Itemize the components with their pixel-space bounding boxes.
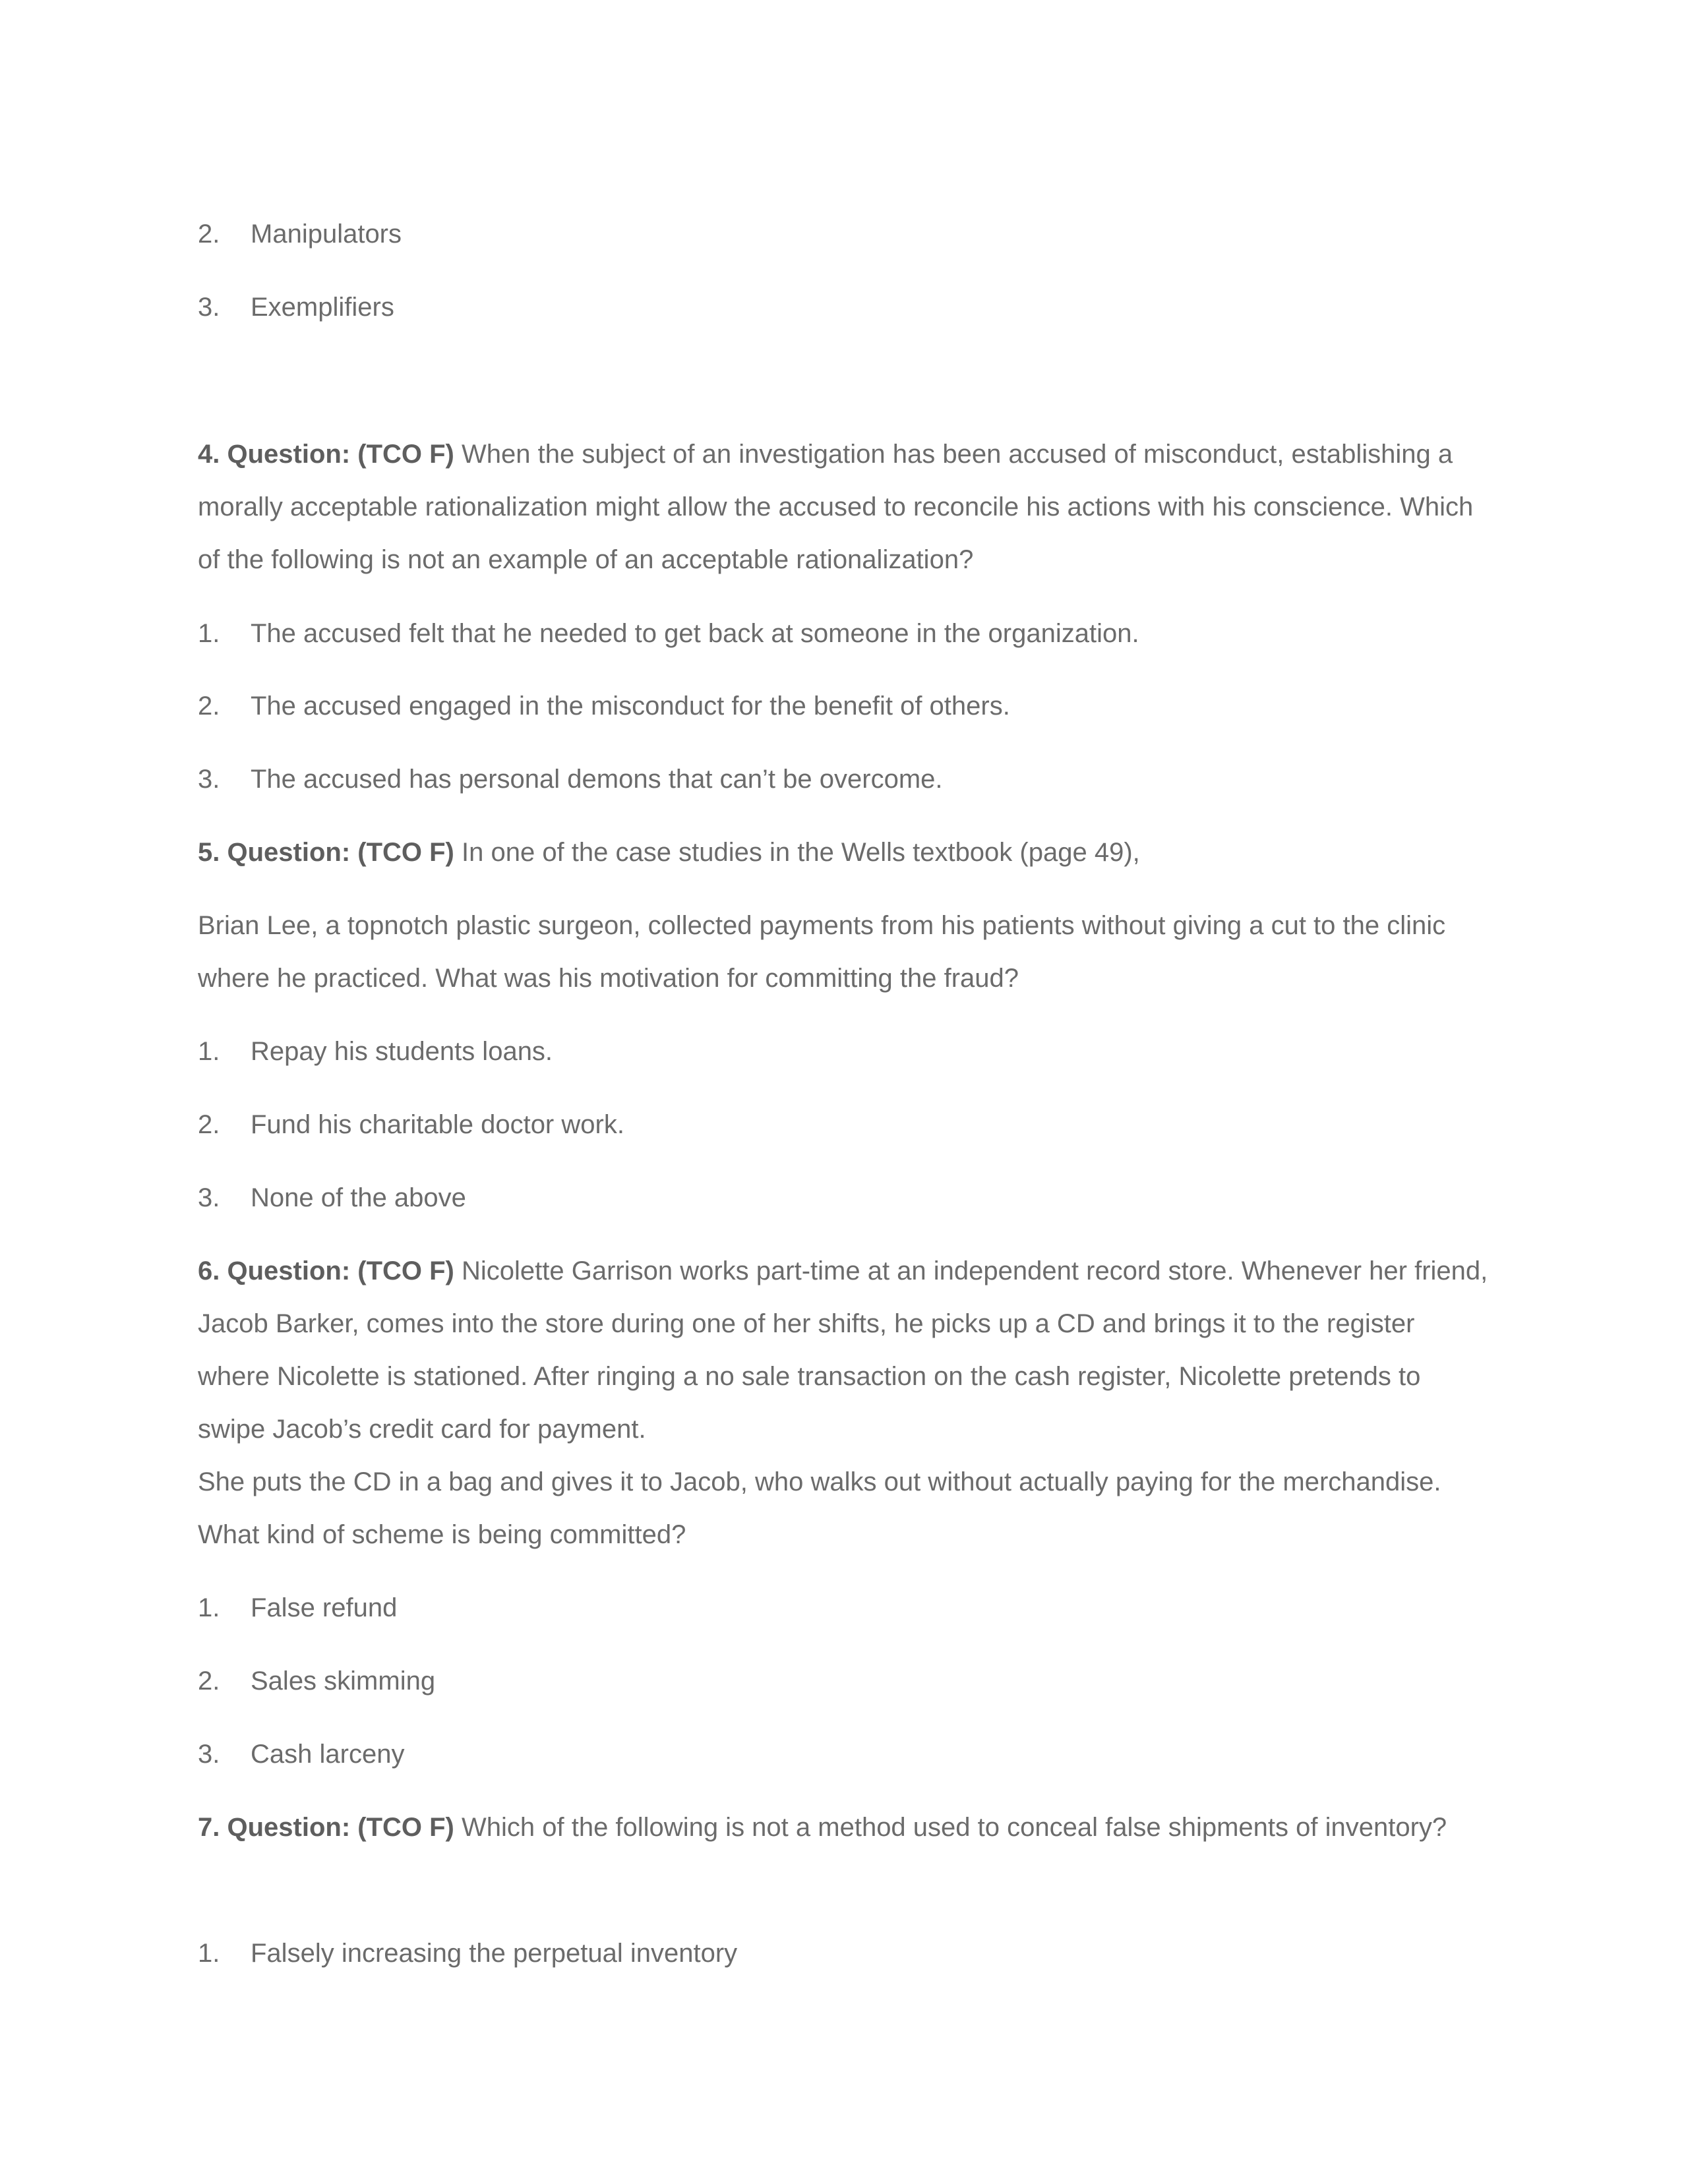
option-text: Manipulators — [251, 220, 402, 249]
q6-option-2 — [198, 1661, 1490, 1701]
q4-option-1 — [198, 614, 1490, 653]
option-text: Exemplifiers — [251, 293, 394, 322]
question-6-continued — [198, 1456, 1490, 1561]
option-number: 1. — [198, 1939, 220, 1968]
option-number: 3. — [198, 765, 220, 794]
option-number: 2. — [198, 1110, 220, 1139]
option-number: 3. — [198, 1183, 220, 1212]
option-text: Fund his charitable doctor work. — [251, 1110, 624, 1139]
q6-option-1 — [198, 1588, 1490, 1628]
question-label: 4. Question: (TCO F) — [198, 440, 454, 469]
q5-option-3 — [198, 1178, 1490, 1218]
option-text: The accused has personal demons that can’t be overcome. — [251, 765, 943, 794]
q5-option-2 — [198, 1105, 1490, 1144]
option-text: Falsely increasing the perpetual inventory — [251, 1939, 738, 1968]
q7-option-1 — [198, 1933, 1490, 1973]
option-number: 1. — [198, 1593, 220, 1622]
q6-option-3 — [198, 1734, 1490, 1774]
option-number: 2. — [198, 1667, 220, 1696]
question-6 — [198, 1245, 1495, 1456]
question-4 — [198, 428, 1490, 586]
option-text: Repay his students loans. — [251, 1037, 553, 1066]
option-number: 3. — [198, 1740, 220, 1769]
q4-option-2 — [198, 686, 1490, 726]
question-7 — [198, 1801, 1490, 1854]
question-5 — [198, 826, 1490, 879]
option-number: 2. — [198, 220, 220, 249]
question-label: 7. Question: (TCO F) — [198, 1813, 454, 1842]
option-text: Sales skimming — [251, 1667, 436, 1696]
option-text: None of the above — [251, 1183, 466, 1212]
option-text: The accused felt that he needed to get back at someone in the organization. — [251, 619, 1139, 648]
q3-option-2 — [198, 214, 1490, 254]
q5-option-1 — [198, 1032, 1490, 1071]
question-label: 5. Question: (TCO F) — [198, 838, 454, 867]
question-text: Which of the following is not a method used to conceal false shipments of inventory? — [454, 1813, 1447, 1842]
option-text: Cash larceny — [251, 1740, 405, 1769]
option-text: False refund — [251, 1593, 398, 1622]
question-text: In one of the case studies in the Wells textbook (page 49), — [454, 838, 1140, 867]
option-number: 3. — [198, 293, 220, 322]
question-label: 6. Question: (TCO F) — [198, 1256, 454, 1285]
question-text: When the subject of an investigation has been accused of misconduct, establishing a morally acceptable rationalization might allow the accused to reconcile his actions with his conscience. Which of the following is not an example of an acceptable rationalization? — [198, 440, 1481, 574]
question-text: She puts the CD in a bag and gives it to Jacob, who walks out without actually paying for the merchandise. What kind of scheme is being committed? — [198, 1467, 1449, 1549]
question-text: Brian Lee, a topnotch plastic surgeon, collected payments from his patients without giving a cut to the clinic where he practiced. What was his motivation for committing the fraud? — [198, 911, 1453, 993]
option-number: 1. — [198, 1037, 220, 1066]
option-text: The accused engaged in the misconduct for the benefit of others. — [251, 692, 1010, 721]
q4-option-3 — [198, 759, 1490, 799]
question-5-continued — [198, 899, 1490, 1005]
q3-option-3 — [198, 287, 1490, 327]
question-text: Nicolette Garrison works part-time at an independent record store. Whenever her friend, Jacob Barker, comes into the store during one of her shifts, he picks up a CD and brings it to the register where Nicolette is stationed. After ringing a no sale transaction on the cash register, Nicolette pretends to swipe Jacob’s credit card for payment. — [198, 1256, 1495, 1444]
option-number: 2. — [198, 692, 220, 721]
option-number: 1. — [198, 619, 220, 648]
